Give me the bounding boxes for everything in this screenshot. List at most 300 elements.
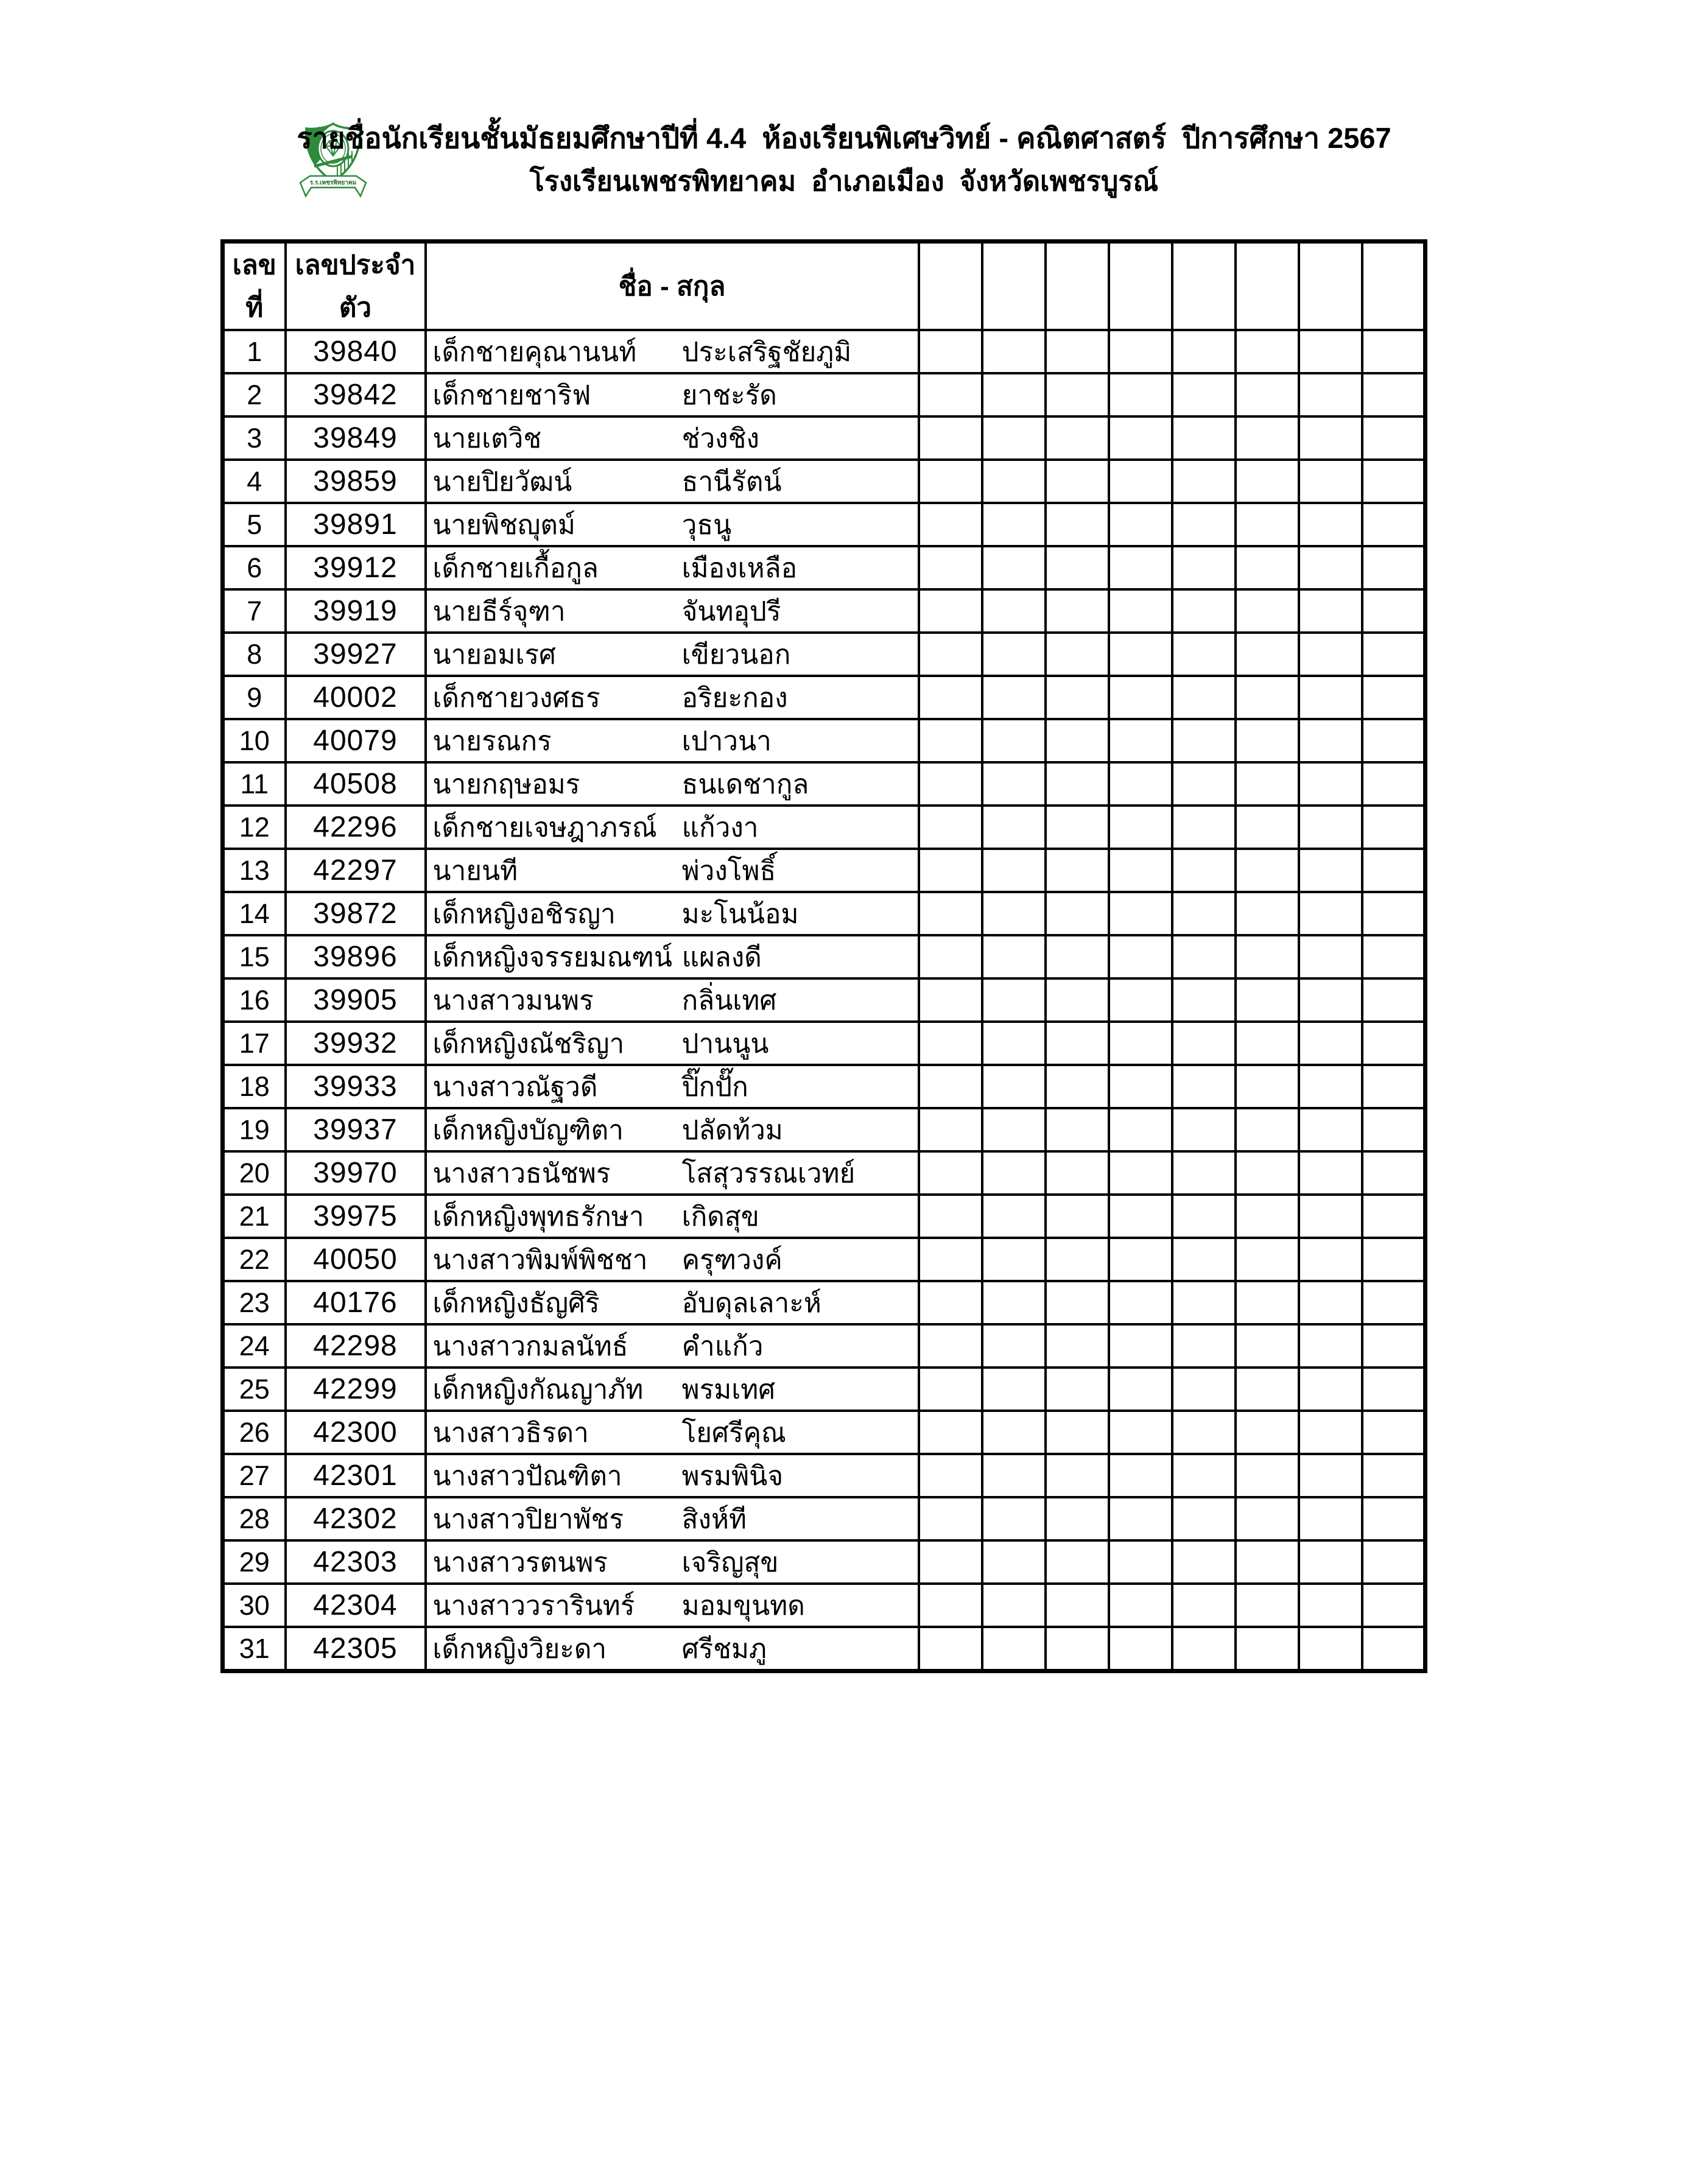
empty-cell [1046, 1454, 1109, 1497]
empty-cell [982, 1065, 1046, 1108]
empty-cell [1109, 460, 1172, 503]
student-name-cell [426, 1540, 919, 1584]
empty-cell [1236, 676, 1299, 719]
student-name-cell [426, 1108, 919, 1151]
surname: กลิ่นเทศ [681, 985, 777, 1016]
empty-cell [1046, 1368, 1109, 1411]
empty-cell [1362, 849, 1426, 892]
empty-cell [1172, 762, 1236, 806]
empty-cell [982, 892, 1046, 935]
empty-cell [1236, 1238, 1299, 1281]
empty-cell [1299, 1540, 1362, 1584]
empty-cell [1362, 1324, 1426, 1368]
empty-cell [1172, 503, 1236, 546]
student-row [223, 1368, 1426, 1411]
student-name-cell [426, 978, 919, 1022]
surname: วุธนู [681, 510, 732, 540]
surname: พ่วงโพธิ์ [681, 855, 776, 886]
col-header-empty [1236, 242, 1299, 331]
empty-cell [1172, 1324, 1236, 1368]
empty-cell [1109, 416, 1172, 460]
first-name: เด็กชายวงศธร [432, 683, 600, 713]
empty-cell [1236, 1022, 1299, 1065]
empty-cell [919, 1497, 982, 1540]
empty-cell [1046, 849, 1109, 892]
school-name-line: โรงเรียนเพชรพิทยาคม อำเภอเมือง จังหวัดเพชรบูรณ์ [529, 165, 1159, 197]
empty-cell [1299, 1324, 1362, 1368]
surname: แก้วงา [681, 812, 759, 843]
student-id-cell: 40176 [286, 1281, 426, 1324]
empty-cell [1172, 1065, 1236, 1108]
student-name-cell [426, 719, 919, 762]
row-number-cell: 20 [223, 1151, 286, 1195]
empty-cell [1299, 719, 1362, 762]
empty-cell [1362, 978, 1426, 1022]
empty-cell [1172, 1540, 1236, 1584]
student-id-cell: 42301 [286, 1454, 426, 1497]
empty-cell [1172, 460, 1236, 503]
surname: โยศรีคุณ [681, 1417, 786, 1448]
empty-cell [1172, 1022, 1236, 1065]
empty-cell [1236, 1324, 1299, 1368]
first-name: นายกฤษอมร [432, 769, 580, 799]
row-number-cell: 15 [223, 935, 286, 978]
empty-cell [1299, 460, 1362, 503]
empty-cell [1299, 1195, 1362, 1238]
first-name: นางสาวธนัชพร [432, 1158, 611, 1189]
student-row [223, 806, 1426, 849]
empty-cell [982, 762, 1046, 806]
empty-cell [1362, 1368, 1426, 1411]
first-name: นางสาวปิยาพัชร [432, 1504, 624, 1534]
student-name-cell [426, 1151, 919, 1195]
empty-cell [1109, 978, 1172, 1022]
empty-cell [1362, 460, 1426, 503]
empty-cell [1172, 806, 1236, 849]
empty-cell [1046, 633, 1109, 676]
student-name-cell [426, 676, 919, 719]
empty-cell [1299, 806, 1362, 849]
student-id-cell: 39919 [286, 589, 426, 633]
empty-cell [1046, 1411, 1109, 1454]
empty-cell [1299, 676, 1362, 719]
first-name: นายอมเรศ [432, 639, 557, 670]
student-row [223, 1324, 1426, 1368]
empty-cell [1362, 762, 1426, 806]
empty-cell [1362, 373, 1426, 416]
empty-cell [1109, 1238, 1172, 1281]
empty-cell [1362, 1627, 1426, 1671]
empty-cell [1236, 719, 1299, 762]
row-number-cell: 11 [223, 762, 286, 806]
empty-cell [1236, 503, 1299, 546]
empty-cell [1109, 503, 1172, 546]
empty-cell [982, 935, 1046, 978]
empty-cell [1236, 1151, 1299, 1195]
empty-cell [982, 416, 1046, 460]
student-roster-table [220, 239, 1427, 1673]
empty-cell [1362, 1151, 1426, 1195]
empty-cell [982, 1324, 1046, 1368]
empty-cell [982, 1151, 1046, 1195]
first-name: นางสาววรารินทร์ [432, 1590, 635, 1621]
student-id-cell: 39840 [286, 330, 426, 373]
empty-cell [1109, 1022, 1172, 1065]
surname: อริยะกอง [681, 683, 788, 713]
first-name: เด็กหญิงธัญศิริ [432, 1288, 600, 1318]
first-name: นางสาวกมลนัทธ์ [432, 1331, 628, 1361]
student-name-cell [426, 892, 919, 935]
student-id-cell: 39937 [286, 1108, 426, 1151]
empty-cell [919, 503, 982, 546]
empty-cell [1299, 1065, 1362, 1108]
first-name: เด็กหญิงอชิรญา [432, 899, 616, 929]
student-row [223, 849, 1426, 892]
empty-cell [1172, 1108, 1236, 1151]
empty-cell [1299, 1584, 1362, 1627]
student-id-cell: 39905 [286, 978, 426, 1022]
empty-cell [982, 1411, 1046, 1454]
empty-cell [1172, 1411, 1236, 1454]
surname: พรมพินิจ [681, 1461, 784, 1491]
student-name-cell [426, 935, 919, 978]
empty-cell [1172, 546, 1236, 589]
student-row [223, 1195, 1426, 1238]
empty-cell [982, 1627, 1046, 1671]
empty-cell [1172, 849, 1236, 892]
empty-cell [1236, 1411, 1299, 1454]
empty-cell [1109, 1497, 1172, 1540]
empty-cell [919, 416, 982, 460]
empty-cell [1236, 373, 1299, 416]
empty-cell [1046, 1324, 1109, 1368]
empty-cell [1299, 1368, 1362, 1411]
empty-cell [919, 1238, 982, 1281]
empty-cell [1362, 1238, 1426, 1281]
empty-cell [1362, 719, 1426, 762]
empty-cell [1236, 1584, 1299, 1627]
surname: ประเสริฐชัยภูมิ [681, 337, 852, 367]
empty-cell [1299, 373, 1362, 416]
empty-cell [1109, 1411, 1172, 1454]
empty-cell [919, 806, 982, 849]
empty-cell [1109, 806, 1172, 849]
empty-cell [1299, 1108, 1362, 1151]
empty-cell [1172, 1627, 1236, 1671]
row-number-cell: 24 [223, 1324, 286, 1368]
student-name-cell [426, 1584, 919, 1627]
empty-cell [1362, 935, 1426, 978]
empty-cell [1172, 1454, 1236, 1497]
row-number-cell: 26 [223, 1411, 286, 1454]
empty-cell [1236, 762, 1299, 806]
row-number-cell: 10 [223, 719, 286, 762]
empty-cell [982, 806, 1046, 849]
row-number-cell: 23 [223, 1281, 286, 1324]
empty-cell [1299, 1022, 1362, 1065]
first-name: เด็กหญิงกัณญาภัท [432, 1374, 644, 1405]
student-name-cell [426, 1368, 919, 1411]
empty-cell [919, 1540, 982, 1584]
surname: เขียวนอก [681, 639, 791, 670]
surname: มอมขุนทด [681, 1590, 805, 1621]
row-number-cell: 5 [223, 503, 286, 546]
empty-cell [982, 1238, 1046, 1281]
table-header-row [223, 242, 1426, 331]
empty-cell [1362, 503, 1426, 546]
row-number-cell: 31 [223, 1627, 286, 1671]
student-name-cell [426, 1195, 919, 1238]
empty-cell [1236, 1540, 1299, 1584]
empty-cell [1172, 1584, 1236, 1627]
student-id-cell: 42300 [286, 1411, 426, 1454]
row-number-cell: 4 [223, 460, 286, 503]
empty-cell [1172, 1195, 1236, 1238]
empty-cell [1046, 1195, 1109, 1238]
row-number-cell: 21 [223, 1195, 286, 1238]
empty-cell [1362, 1454, 1426, 1497]
first-name: นางสาวมนพร [432, 985, 594, 1016]
empty-cell [1299, 1238, 1362, 1281]
empty-cell [1046, 1108, 1109, 1151]
student-name-cell [426, 1454, 919, 1497]
surname: เกิดสุข [681, 1201, 759, 1232]
empty-cell [1046, 935, 1109, 978]
empty-cell [1046, 719, 1109, 762]
empty-cell [982, 1497, 1046, 1540]
empty-cell [1046, 1281, 1109, 1324]
empty-cell [982, 676, 1046, 719]
student-name-cell [426, 1238, 919, 1281]
surname: ปานนูน [681, 1028, 769, 1059]
student-row [223, 1411, 1426, 1454]
surname: โสสุวรรณเวทย์ [681, 1158, 856, 1189]
row-number-cell: 25 [223, 1368, 286, 1411]
empty-cell [982, 1454, 1046, 1497]
first-name: เด็กชายคุณานนท์ [432, 337, 637, 367]
surname: จันทอุปรี [681, 596, 781, 627]
empty-cell [1236, 1281, 1299, 1324]
empty-cell [1362, 1022, 1426, 1065]
row-number-cell: 27 [223, 1454, 286, 1497]
col-header-empty [919, 242, 982, 331]
student-name-cell [426, 1411, 919, 1454]
first-name: เด็กหญิงวิยะดา [432, 1634, 607, 1664]
student-row [223, 719, 1426, 762]
empty-cell [919, 1108, 982, 1151]
empty-cell [1299, 503, 1362, 546]
first-name: นายธีร์จุฑา [432, 596, 566, 627]
student-id-cell: 40050 [286, 1238, 426, 1281]
row-number-cell: 9 [223, 676, 286, 719]
empty-cell [1299, 546, 1362, 589]
empty-cell [1109, 1454, 1172, 1497]
empty-cell [1109, 330, 1172, 373]
student-id-cell: 42305 [286, 1627, 426, 1671]
empty-cell [919, 1022, 982, 1065]
empty-cell [1362, 806, 1426, 849]
empty-cell [1299, 892, 1362, 935]
empty-cell [1046, 1497, 1109, 1540]
student-row [223, 1584, 1426, 1627]
empty-cell [1046, 1238, 1109, 1281]
surname: ช่วงชิง [681, 423, 760, 454]
student-row [223, 1497, 1426, 1540]
student-table-body [223, 330, 1426, 1671]
empty-cell [1172, 676, 1236, 719]
empty-cell [982, 633, 1046, 676]
first-name: เด็กหญิงจรรยมณฑน์ [432, 942, 672, 972]
empty-cell [982, 1108, 1046, 1151]
surname: มะโนน้อม [681, 899, 799, 929]
empty-cell [1109, 373, 1172, 416]
empty-cell [1172, 1281, 1236, 1324]
student-row [223, 373, 1426, 416]
empty-cell [1172, 330, 1236, 373]
student-id-cell: 42298 [286, 1324, 426, 1368]
empty-cell [1236, 589, 1299, 633]
empty-cell [919, 676, 982, 719]
student-name-cell [426, 460, 919, 503]
surname: ธานีรัตน์ [681, 466, 782, 497]
empty-cell [1109, 1627, 1172, 1671]
empty-cell [982, 503, 1046, 546]
empty-cell [1236, 1195, 1299, 1238]
empty-cell [1109, 892, 1172, 935]
empty-cell [1362, 892, 1426, 935]
row-number-cell: 14 [223, 892, 286, 935]
empty-cell [919, 1195, 982, 1238]
empty-cell [1109, 1324, 1172, 1368]
surname: แผลงดี [681, 942, 762, 972]
student-row [223, 935, 1426, 978]
empty-cell [1109, 1065, 1172, 1108]
empty-cell [1172, 1497, 1236, 1540]
empty-cell [919, 330, 982, 373]
col-header-no: เลขที่ [223, 242, 286, 331]
surname: พรมเทศ [681, 1374, 776, 1405]
student-row [223, 1238, 1426, 1281]
student-name-cell [426, 633, 919, 676]
empty-cell [919, 1151, 982, 1195]
surname: อับดุลเลาะห์ [681, 1288, 821, 1318]
empty-cell [1299, 633, 1362, 676]
row-number-cell: 18 [223, 1065, 286, 1108]
empty-cell [982, 460, 1046, 503]
empty-cell [1046, 546, 1109, 589]
empty-cell [982, 1584, 1046, 1627]
page-title: รายชื่อนักเรียนชั้นมัธยมศึกษาปีที่ 4.4 ห้องเรียนพิเศษวิทย์ - คณิตศาสตร์ ปีการศึกษา 2567 [297, 122, 1391, 154]
student-row [223, 1022, 1426, 1065]
surname: ครุฑวงค์ [681, 1245, 782, 1275]
row-number-cell: 17 [223, 1022, 286, 1065]
empty-cell [1172, 589, 1236, 633]
row-number-cell: 7 [223, 589, 286, 633]
first-name: เด็กชายเจษฎาภรณ์ [432, 812, 657, 843]
empty-cell [1299, 935, 1362, 978]
empty-cell [1046, 330, 1109, 373]
empty-cell [982, 1281, 1046, 1324]
student-id-cell: 40002 [286, 676, 426, 719]
empty-cell [1236, 849, 1299, 892]
empty-cell [1172, 1151, 1236, 1195]
row-number-cell: 12 [223, 806, 286, 849]
empty-cell [1046, 373, 1109, 416]
student-id-cell: 39927 [286, 633, 426, 676]
empty-cell [1299, 1497, 1362, 1540]
empty-cell [1362, 546, 1426, 589]
student-id-cell: 42303 [286, 1540, 426, 1584]
empty-cell [1046, 1584, 1109, 1627]
student-row [223, 633, 1426, 676]
first-name: เด็กชายชาริฟ [432, 380, 591, 410]
empty-cell [982, 1022, 1046, 1065]
student-name-cell [426, 762, 919, 806]
empty-cell [982, 1540, 1046, 1584]
student-name-cell [426, 503, 919, 546]
col-header-empty [1362, 242, 1426, 331]
empty-cell [919, 849, 982, 892]
empty-cell [1109, 676, 1172, 719]
empty-cell [1236, 1497, 1299, 1540]
empty-cell [1046, 1540, 1109, 1584]
student-id-cell: 39896 [286, 935, 426, 978]
empty-cell [1172, 1368, 1236, 1411]
empty-cell [1236, 1368, 1299, 1411]
student-id-cell: 42296 [286, 806, 426, 849]
empty-cell [982, 589, 1046, 633]
student-id-cell: 39933 [286, 1065, 426, 1108]
student-id-cell: 39891 [286, 503, 426, 546]
empty-cell [1362, 1108, 1426, 1151]
empty-cell [1236, 460, 1299, 503]
col-header-empty [1109, 242, 1172, 331]
empty-cell [919, 589, 982, 633]
surname: สิงห์ที [681, 1504, 747, 1534]
empty-cell [1362, 676, 1426, 719]
empty-cell [1109, 1151, 1172, 1195]
student-name-cell [426, 330, 919, 373]
empty-cell [1236, 806, 1299, 849]
student-id-cell: 39872 [286, 892, 426, 935]
empty-cell [1046, 762, 1109, 806]
student-row [223, 503, 1426, 546]
student-row [223, 762, 1426, 806]
empty-cell [1236, 935, 1299, 978]
student-row [223, 1281, 1426, 1324]
col-header-empty [1172, 242, 1236, 331]
first-name: นางสาวรตนพร [432, 1547, 608, 1578]
student-name-cell [426, 589, 919, 633]
empty-cell [1172, 416, 1236, 460]
first-name: เด็กหญิงพุทธรักษา [432, 1201, 644, 1232]
empty-cell [1172, 1238, 1236, 1281]
student-row [223, 1151, 1426, 1195]
col-header-id: เลขประจำตัว [286, 242, 426, 331]
empty-cell [1046, 589, 1109, 633]
empty-cell [1299, 978, 1362, 1022]
row-number-cell: 28 [223, 1497, 286, 1540]
empty-cell [1236, 416, 1299, 460]
student-name-cell [426, 1065, 919, 1108]
first-name: เด็กชายเกื้อกูล [432, 553, 599, 583]
empty-cell [1046, 676, 1109, 719]
empty-cell [1299, 1411, 1362, 1454]
empty-cell [1172, 892, 1236, 935]
surname: ศรีชมภู [681, 1634, 767, 1664]
empty-cell [1109, 1584, 1172, 1627]
row-number-cell: 29 [223, 1540, 286, 1584]
